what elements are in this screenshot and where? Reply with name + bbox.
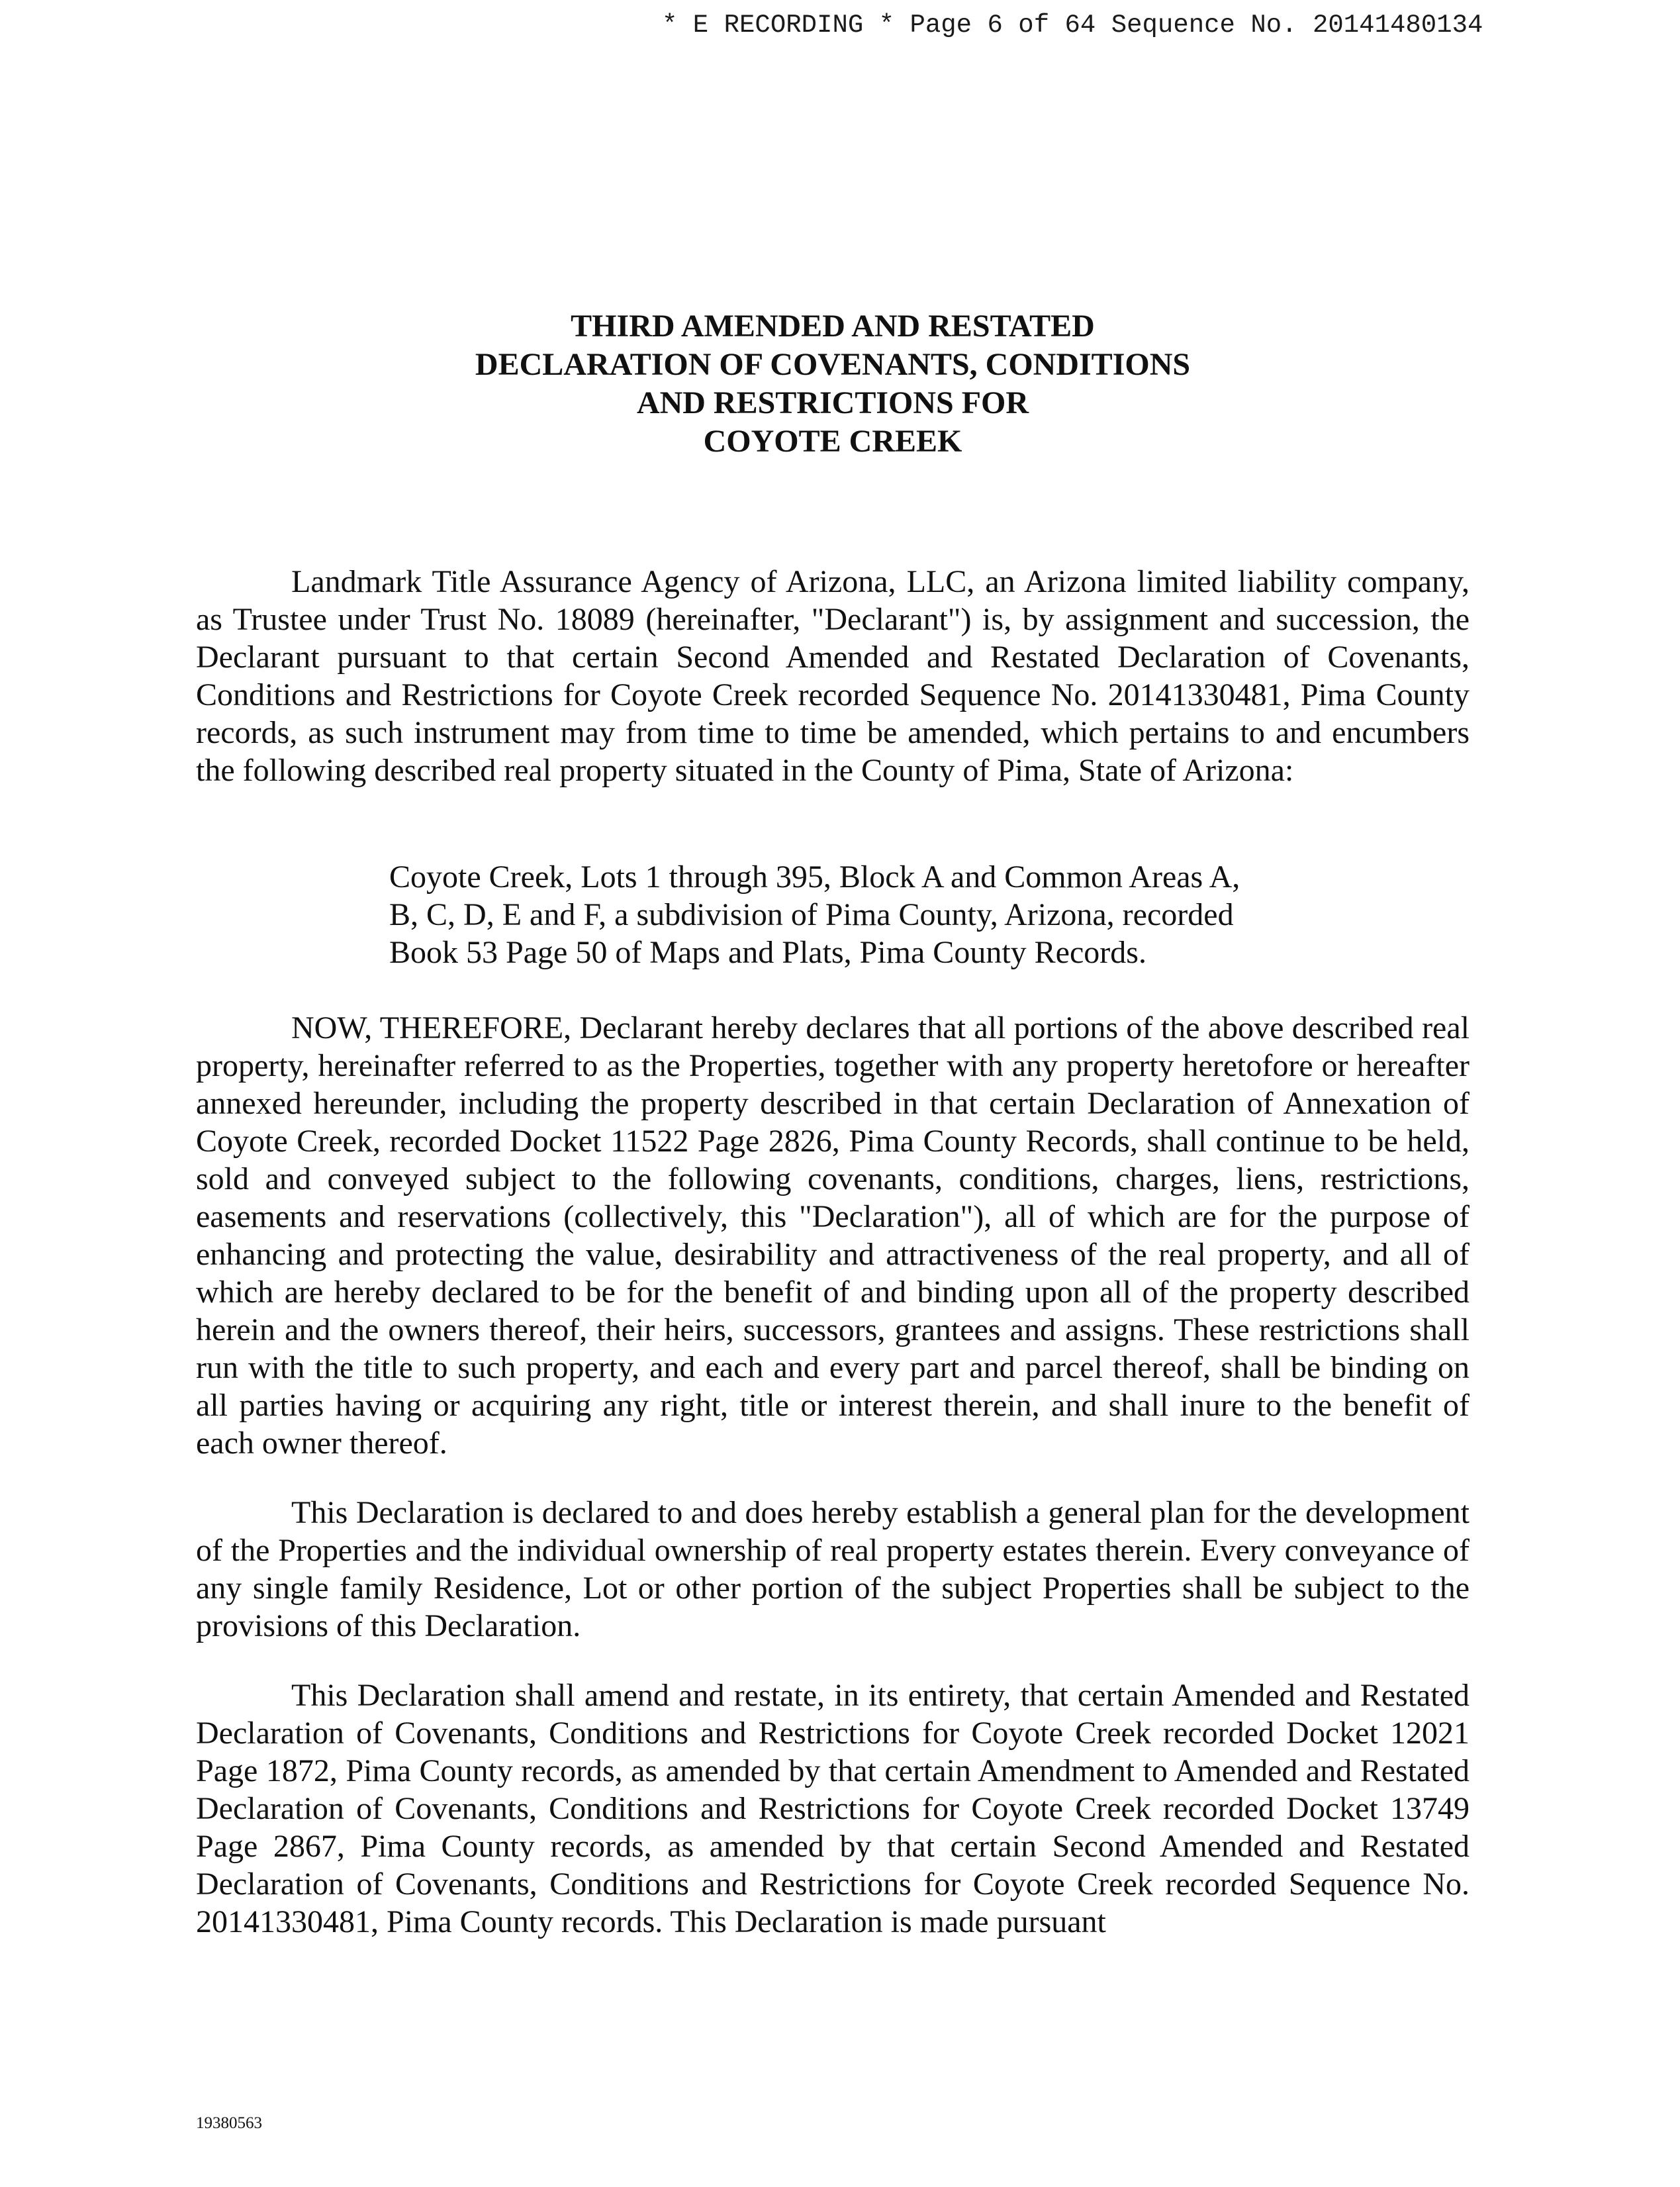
title-line-1: THIRD AMENDED AND RESTATED bbox=[571, 309, 1095, 344]
paragraph-now-therefore bbox=[196, 1009, 1470, 1462]
legal-description bbox=[389, 858, 1336, 971]
legal-description-line-3: Book 53 Page 50 of Maps and Plats, Pima County Records. bbox=[389, 935, 1146, 970]
title-line-2: DECLARATION OF COVENANTS, CONDITIONS bbox=[475, 347, 1191, 382]
title-line-4: COYOTE CREEK bbox=[703, 424, 962, 459]
paragraph-3: This Declaration is declared to and does hereby establish a general plan for the development of the Properties and the individual ownership of real property estates therein. Every conveyance of any single family Residence, Lot or other portion of the subject Properties shall be subject to the provisions of this Declaration. bbox=[196, 1495, 1470, 1643]
recording-stamp-header: * E RECORDING * Page 6 of 64 Sequence No. 20141480134 bbox=[662, 11, 1483, 40]
paragraph-general-plan bbox=[196, 1494, 1470, 1645]
paragraph-amend-restate bbox=[196, 1677, 1470, 1941]
legal-description-line-1: Coyote Creek, Lots 1 through 395, Block A and Common Areas A, bbox=[389, 859, 1240, 895]
paragraph-1: Landmark Title Assurance Agency of Arizona, LLC, an Arizona limited liability company, as Trustee under Trust No. 18089 (hereinafter, "Declarant") is, by assignment and succession, the Declarant pursuant to that certain Second Amended and Restated Declaration of Covenants, Conditions and Restrictions for Coyote Creek recorded Sequence No. 20141330481, Pima County records, as such instrument may from time to time be amended, which pertains to and encumbers the following described real property situated in the County of Pima, State of Arizona: bbox=[196, 564, 1470, 788]
document-id-footer: 19380563 bbox=[196, 2114, 262, 2132]
paragraph-declarant-recital bbox=[196, 563, 1470, 789]
paragraph-2: NOW, THEREFORE, Declarant hereby declares that all portions of the above described real property, hereinafter referred to as the Properties, together with any property heretofore or hereafter annexed hereunder, including the property described in that certain Declaration of Annexation of Coyote Creek, recorded Docket 11522 Page 2826, Pima County Records, shall continue to be held, sold and conveyed subject to the following covenants, conditions, charges, liens, restrictions, easements and reservations (collectively, this "Declaration"), all of which are for the purpose of enhancing and protecting the value, desirability and attractiveness of the real property, and all of which are hereby declared to be for the benefit of and binding upon all of the property described herein and the owners thereof, their heirs, successors, grantees and assigns. These restrictions shall run with the title to such property, and each and every part and parcel thereof, shall be binding on all parties having or acquiring any right, title or interest therein, and shall inure to the benefit of each owner thereof. bbox=[196, 1010, 1470, 1461]
title-line-3: AND RESTRICTIONS FOR bbox=[636, 385, 1029, 420]
document-title bbox=[196, 307, 1470, 461]
paragraph-4: This Declaration shall amend and restate, in its entirety, that certain Amended and Restated Declaration of Covenants, Conditions and Restrictions for Coyote Creek recorded Docket 12021 Page 1872, Pima County records, as amended by that certain Amendment to Amended and Restated Declaration of Covenants, Conditions and Restrictions for Coyote Creek recorded Docket 13749 Page 2867, Pima County records, as amended by that certain Second Amended and Restated Declaration of Covenants, Conditions and Restrictions for Coyote Creek recorded Sequence No. 20141330481, Pima County records. This Declaration is made pursuant bbox=[196, 1678, 1470, 1939]
legal-description-line-2: B, C, D, E and F, a subdivision of Pima County, Arizona, recorded bbox=[389, 897, 1234, 932]
